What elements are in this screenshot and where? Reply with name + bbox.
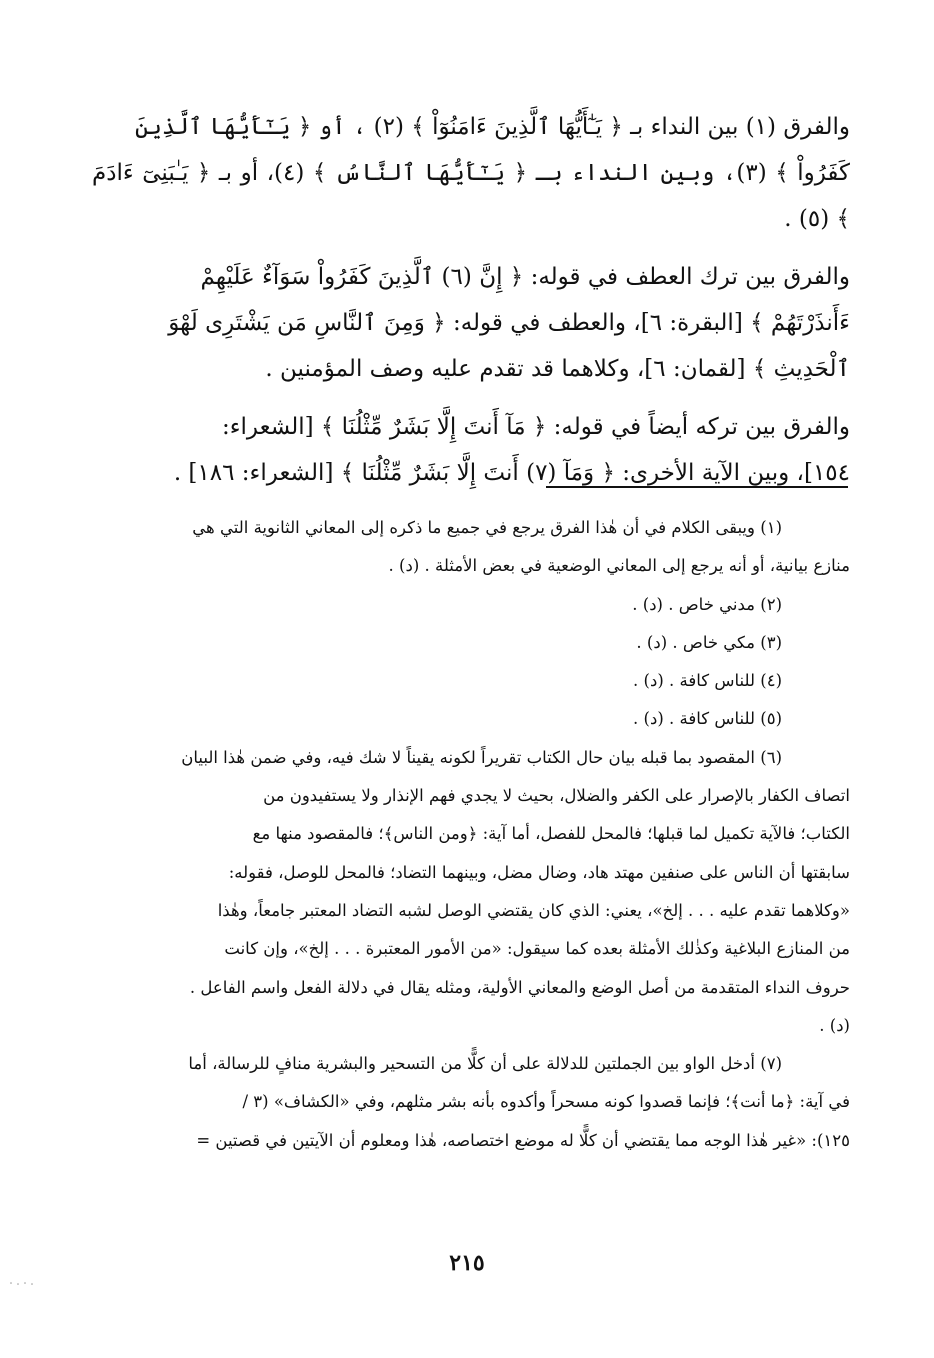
footnote-6-cont: سابقتها أن الناس على صنفين مهتد هاد، وضال مضل، وبينهما التضاد؛ فالمحل للوصل، فقوله: bbox=[228, 862, 850, 882]
text-line: ٱلْحَدِيثِ ﴾ [لقمان: ٦]، وكلاهما قد تقدم عليه وصف المؤمنين . bbox=[265, 356, 850, 382]
text-line: والفرق (١) بين النداء بـ ﴿ يَـٰٓأَيُّهَا ٱلَّذِينَ ءَامَنُوٓاْ ﴾ (٢) ، أو ﴿ يَـٰٓأَيُّهَا ٱلَّذِينَ bbox=[134, 114, 850, 140]
footnote-6-cont: حروف النداء المتقدمة من أصل الوضع والمعاني الأولية، ومثله يقال في دلالة الفعل واسم الفاعل . bbox=[189, 977, 850, 997]
footnote-3: (٣) مكي خاص . (د) . bbox=[636, 632, 782, 652]
footnote-6: (٦) المقصود بما قبله بيان حال الكتاب تقريراً لكونه يقيناً لا شك فيه، وفي ضمن هٰذا البيان bbox=[181, 747, 782, 767]
text-line: والفرق بين تركه أيضاً في قوله: ﴿ مَآ أَنتَ إِلَّا بَشَرٌ مِّثْلُنَا ﴾ [الشعراء: bbox=[221, 414, 850, 440]
footnote-4: (٤) للناس كافة . (د) . bbox=[633, 671, 782, 691]
paragraph-conjunction-difference bbox=[92, 254, 850, 392]
scan-speck-mark bbox=[8, 1278, 38, 1288]
footnote-7-cont: ١٢٥): «غير هٰذا الوجه مما يقتضي أن كلًّا له موضع اختصاصه، هٰذا ومعلوم أن الآيتين في قصتين = bbox=[196, 1130, 850, 1150]
footnote-6-cont: من المنازع البلاغية وكذٰلك الأمثلة بعده كما سيقول: «من الأمور المعتبرة . . . إلخ»، وإن كانت bbox=[224, 939, 850, 959]
text-line: ءَأَنذَرْتَهُمْ ﴾ [البقرة: ٦]، والعطف في قوله: ﴿ وَمِنَ ٱلنَّاسِ مَن يَشْتَرِى لَهْوَ bbox=[168, 310, 850, 336]
paragraph-calls-difference bbox=[92, 104, 850, 242]
text-line: والفرق بين ترك العطف في قوله: ﴿ إِنَّ (٦) ٱلَّذِينَ كَفَرُواْ سَوَآءٌ عَلَيْهِمْ bbox=[200, 264, 850, 290]
text-line: كَفَرُواْ ﴾ (٣)، وبين النداء بـ ﴿ يَـٰٓأَيُّهَا ٱلنَّاسُ ﴾ (٤)، أو بـ ﴿ يَـٰبَنِىٓ ءَادَمَ ﴾ (٥) . bbox=[92, 160, 851, 232]
footnote-7: (٧) أدخل الواو بين الجملتين للدلالة على أن كلًّا من التسحير والبشرية منافٍ للرسالة، أما bbox=[188, 1054, 782, 1074]
footnote-5: (٥) للناس كافة . (د) . bbox=[633, 709, 782, 729]
footnote-1-cont: منازع بيانية، أو أنه يرجع إلى المعاني الوضعية في بعض الأمثلة . (د) . bbox=[388, 556, 850, 576]
footnote-7-cont: في آية: ﴿ما أنت﴾؛ فإنما قصدوا كونه مسحراً وأكدوه بأنه بشر مثلهم، وفي «الكشاف» (٣ / bbox=[242, 1092, 850, 1112]
text-line: ١٥٤]، وبين الآية الأخرى: ﴿ وَمَآ (٧) أَنتَ إِلَّا بَشَرٌ مِّثْلُنَا ﴾ [الشعراء: ١٨٦] . bbox=[173, 460, 850, 486]
footnote-1: (١) ويبقى الكلام في أن هٰذا الفرق يرجع في جميع ما ذكره إلى المعاني الثانوية التي هي bbox=[192, 518, 782, 537]
footnote-6-cont: «وكلاهما تقدم عليه . . . إلخ»، يعني: الذي كان يقتضي الوصل لشبه التضاد المعتبر جامعاً، وهٰذا bbox=[217, 900, 850, 920]
footnote-6-cont: اتصاف الكفار بالإصرار على الكفر والضلال، بحيث لا يجدي فهم الإنذار ولا يستفيدون من bbox=[263, 786, 850, 806]
footnote-6-cont: الكتاب؛ فالآية تكميل لما قبلها؛ فالمحل للفصل، أما آية: ﴿ومن الناس﴾؛ فالمقصود منها مع bbox=[252, 824, 850, 844]
paragraph-omission-difference bbox=[92, 404, 850, 496]
footnote-separator bbox=[546, 486, 848, 488]
footnote-2: (٢) مدني خاص . (د) . bbox=[632, 594, 782, 614]
footnote-6-cont: (د) . bbox=[819, 1015, 850, 1035]
main-text bbox=[92, 104, 850, 508]
page-number: ٢١٥ bbox=[449, 1250, 485, 1276]
footnotes bbox=[84, 509, 850, 1160]
